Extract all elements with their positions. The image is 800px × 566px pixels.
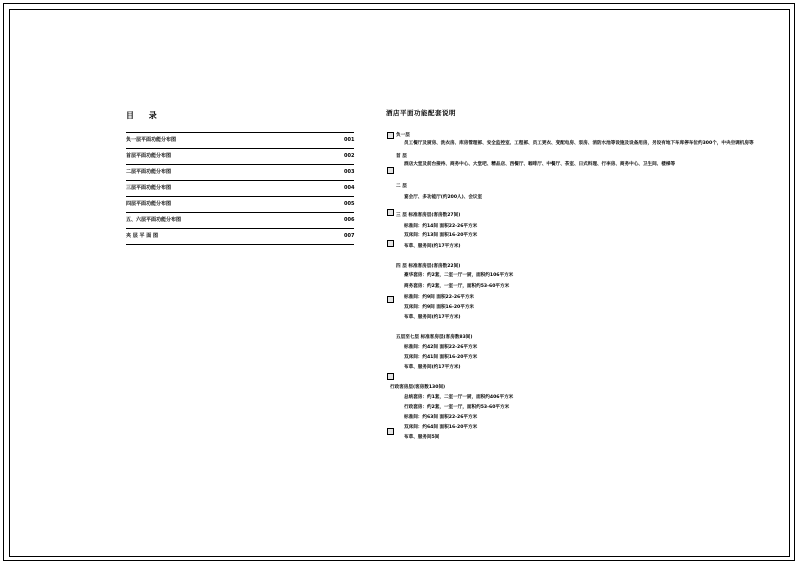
toc-row-number: 004 [344, 185, 355, 191]
toc-row-number: 002 [344, 153, 355, 159]
floor-detail: 标准间：约63间 面积22-26平方米 [404, 415, 478, 420]
floor-heading: 二 层 [396, 184, 407, 189]
legend-swatch [387, 240, 394, 247]
toc-row-number: 007 [344, 233, 355, 239]
floor-detail: 标准间：约42间 面积22-26平方米 [404, 345, 478, 350]
floor-detail: 总统套房：约1套，二室一厅一厨，面积约406平方米 [404, 395, 514, 400]
toc-row-label: 负一层平面功能分布图 [126, 137, 177, 143]
function-description [372, 108, 772, 440]
toc-row[interactable] [126, 229, 354, 245]
legend-swatch [387, 132, 394, 139]
floor-detail: 标准间：约14间 面积22-26平方米 [404, 224, 478, 229]
toc-list [126, 132, 354, 245]
toc-row-label: 夹 层 平 面 图 [126, 233, 158, 239]
floor-detail: 豪华套房：约2套，二室一厅一厨，面积约106平方米 [404, 273, 514, 278]
toc-row-number: 003 [344, 169, 355, 175]
toc-row-label: 首层平面功能分布图 [126, 153, 172, 159]
toc-row-number: 001 [344, 137, 355, 143]
floor-detail: 布草、服务间(约17平方米) [404, 315, 461, 320]
toc-row-label: 二层平面功能分布图 [126, 169, 172, 175]
floor-detail: 酒店大堂及前台接待、商务中心、大堂吧、精品店、西餐厅、咖啡厅、中餐厅、茶室、日式料理、行李房、商务中心、卫生间、楼梯等 [404, 162, 676, 167]
floor-detail: 行政套房：约2套，一室一厅，面积约53-60平方米 [404, 405, 510, 410]
floor-heading: 首 层 [396, 154, 407, 159]
floor-detail: 布草、服务间5间 [404, 435, 440, 440]
floor-detail: 布草、服务间(约17平方米) [404, 244, 461, 249]
toc-row-label: 三层平面功能分布图 [126, 185, 172, 191]
description-title: 酒店平面功能配套说明 [386, 109, 456, 117]
floor-detail: 布草、服务间(约17平方米) [404, 365, 461, 370]
floor-heading: 行政客房层(客房数130间) [390, 385, 446, 390]
legend-swatch [387, 428, 394, 435]
legend-swatch [387, 296, 394, 303]
toc-row[interactable] [126, 197, 354, 213]
toc-row-number: 005 [344, 201, 355, 207]
floor-detail: 双床间：约41间 面积16-20平方米 [404, 355, 478, 360]
floor-detail: 商务套房：约2套，一室一厅，面积约53-60平方米 [404, 284, 510, 289]
floor-detail: 宴会厅、多功能厅(约200人)、会议室 [404, 195, 483, 200]
table-of-contents [126, 110, 354, 245]
legend-swatch [387, 167, 394, 174]
legend-swatch [387, 209, 394, 216]
toc-row[interactable] [126, 181, 354, 197]
toc-row[interactable] [126, 149, 354, 165]
toc-row-label: 五、六层平面功能分布图 [126, 217, 182, 223]
toc-row-label: 四层平面功能分布图 [126, 201, 172, 207]
toc-row[interactable] [126, 133, 354, 149]
floor-detail: 双床间：约64间 面积16-20平方米 [404, 425, 478, 430]
toc-title: 目 录 [126, 111, 163, 120]
floor-detail: 双床间：约13间 面积16-20平方米 [404, 233, 478, 238]
floor-detail: 员工餐厅及厨房、洗衣房、库房管理部、安全监控室、工程部、员工更衣、变配电房、泵房、消防水池等设施及设备用房，另设有地下车库停车位约300个，中央空调机房等 [404, 141, 754, 146]
floor-heading: 三 层 标准客房层(客房数27间) [396, 213, 461, 218]
floor-heading: 五层至七层 标准客房层(客房数83间) [396, 335, 473, 340]
toc-row[interactable] [126, 165, 354, 181]
legend-swatch [387, 373, 394, 380]
floor-heading: 四 层 标准客房层(客房数22间) [396, 264, 461, 269]
floor-detail: 标准间：约9间 面积22-26平方米 [404, 295, 475, 300]
toc-row[interactable] [126, 213, 354, 229]
floor-detail: 双床间：约9间 面积16-20平方米 [404, 305, 475, 310]
toc-row-number: 006 [344, 217, 355, 223]
floor-heading: 负一层 [396, 133, 410, 138]
drawing-inner-border [9, 9, 790, 557]
